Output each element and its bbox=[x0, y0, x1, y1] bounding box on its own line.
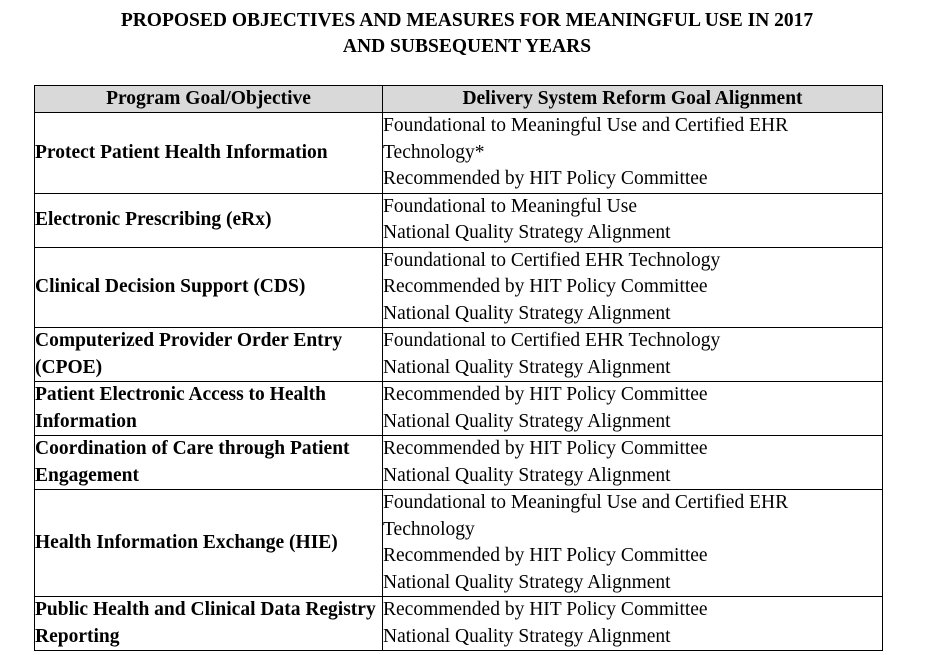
alignment-line: Foundational to Meaningful Use and Certified EHR Technology bbox=[383, 492, 789, 540]
title-line-2: AND SUBSEQUENT YEARS bbox=[342, 36, 592, 57]
objective-cell: Health Information Exchange (HIE) bbox=[35, 490, 383, 597]
alignment-line: Foundational to Certified EHR Technology bbox=[383, 330, 721, 351]
objective-cell: Clinical Decision Support (CDS) bbox=[35, 247, 383, 328]
alignment-cell bbox=[383, 597, 883, 651]
alignment-cell bbox=[383, 490, 883, 597]
alignment-line: Recommended by HIT Policy Committee bbox=[383, 276, 708, 297]
table-row bbox=[35, 597, 883, 651]
alignment-line: National Quality Strategy Alignment bbox=[383, 356, 671, 378]
table-row bbox=[35, 247, 883, 328]
alignment-line: National Quality Strategy Alignment bbox=[383, 222, 671, 243]
objective-cell: Coordination of Care through Patient Engagement bbox=[35, 436, 383, 490]
table-row bbox=[35, 436, 883, 490]
header-program-goal: Program Goal/Objective bbox=[35, 86, 383, 113]
table-row bbox=[35, 328, 883, 382]
alignment-line: National Quality Strategy Alignment bbox=[383, 625, 671, 647]
alignment-line: National Quality Strategy Alignment bbox=[383, 464, 671, 486]
objective-cell: Electronic Prescribing (eRx) bbox=[35, 193, 383, 247]
objective-cell: Protect Patient Health Information bbox=[35, 113, 383, 194]
table-header-row bbox=[35, 86, 883, 113]
alignment-line: Recommended by HIT Policy Committee bbox=[383, 384, 708, 405]
table-row bbox=[35, 113, 883, 194]
alignment-cell bbox=[383, 113, 883, 194]
alignment-cell bbox=[383, 436, 883, 490]
alignment-cell bbox=[383, 382, 883, 436]
alignment-line: Foundational to Meaningful Use bbox=[383, 195, 638, 217]
alignment-line: Foundational to Meaningful Use and Certified EHR Technology* bbox=[383, 115, 789, 163]
objectives-table bbox=[34, 85, 883, 651]
objective-cell: Computerized Provider Order Entry (CPOE) bbox=[35, 328, 383, 382]
table-row bbox=[35, 490, 883, 597]
objective-cell: Public Health and Clinical Data Registry Reporting bbox=[35, 597, 383, 651]
table-body bbox=[35, 113, 883, 651]
alignment-line: Recommended by HIT Policy Committee bbox=[383, 599, 708, 620]
table-row bbox=[35, 382, 883, 436]
alignment-line: Recommended by HIT Policy Committee bbox=[383, 168, 708, 189]
alignment-cell bbox=[383, 247, 883, 328]
alignment-cell bbox=[383, 328, 883, 382]
title-line-1: PROPOSED OBJECTIVES AND MEASURES FOR MEANINGFUL USE IN 2017 bbox=[120, 10, 814, 31]
alignment-line: Recommended by HIT Policy Committee bbox=[383, 438, 708, 459]
alignment-line: National Quality Strategy Alignment bbox=[383, 571, 671, 593]
alignment-line: National Quality Strategy Alignment bbox=[383, 410, 671, 432]
alignment-line: Foundational to Certified EHR Technology bbox=[383, 249, 721, 271]
document-title bbox=[0, 8, 934, 60]
header-delivery-alignment: Delivery System Reform Goal Alignment bbox=[383, 86, 883, 113]
table-row bbox=[35, 193, 883, 247]
alignment-line: Recommended by HIT Policy Committee bbox=[383, 545, 708, 566]
alignment-cell bbox=[383, 193, 883, 247]
alignment-line: National Quality Strategy Alignment bbox=[383, 302, 671, 324]
objective-cell: Patient Electronic Access to Health Information bbox=[35, 382, 383, 436]
